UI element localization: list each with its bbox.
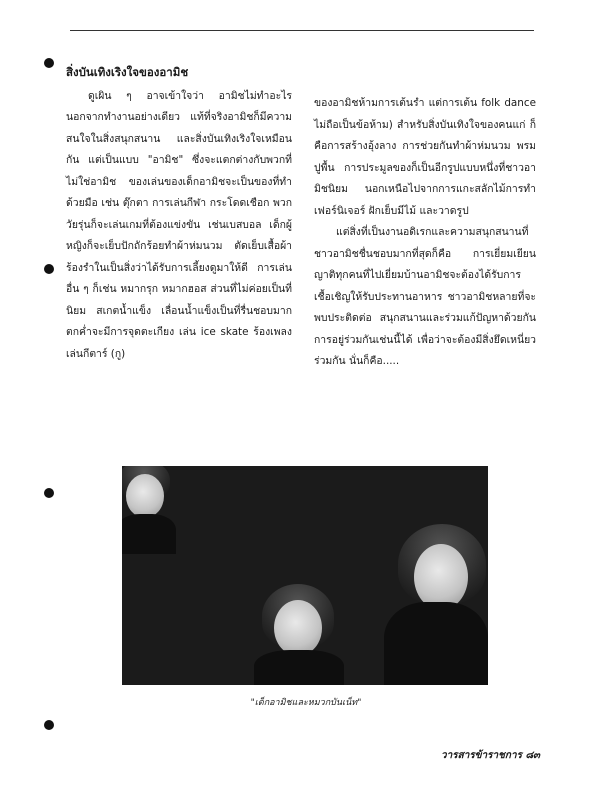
left-column <box>66 62 292 365</box>
photo-amish-children <box>122 466 488 685</box>
binder-hole <box>44 264 54 274</box>
right-column <box>314 93 536 373</box>
right-paragraph-1: ของอามิชห้ามการเต้นรำ แต่การเต้น folk dance ไม่ถือเป็นข้อห้าม) สำหรับสิ่งบันเทิงใจของคนแก่ ก็คือการสร้างอุ้งลาง การช่วยกันทำผ้าห่มนวม พรมปูพื้น การประมูลของก็เป็นอีกรูปแบบหนึ่งที่ชาวอามิชนิยม นอกเหนือไปจากการแกะสลักไม้การทำเฟอร์นิเจอร์ ฝักเย็บมีไม้ และวาดรูป <box>314 97 536 217</box>
photo-caption: "เด็กอามิชและหมวกบันเน็ท" <box>250 698 362 708</box>
top-rule <box>70 30 534 31</box>
page-footer: วารสารข้าราชการ ๘๓ <box>441 750 540 761</box>
binder-hole <box>44 488 54 498</box>
binder-hole <box>44 720 54 730</box>
right-paragraph-2: แต่สิ่งที่เป็นงานอดิเรกและความสนุกสนานที่ชาวอามิชชื่นชอบมากที่สุดก็คือ การเยี่ยมเยียนญาติทุกคนที่ไปเยี่ยมบ้านอามิชจะต้องได้รับการเชื้อเชิญให้รับประทานอาหาร ชาวอามิชหลายที่จะพบประติดต่อ สนุกสนานและร่วมแก้ปัญหาด้วยกัน การอยู่ร่วมกันเช่นนี้ได้ เพื่อว่าจะต้องมีสิ่งยึดเหนี่ยวร่วมกัน นั่นก็คือ..... <box>314 226 536 367</box>
binder-hole <box>44 58 54 68</box>
section-heading: สิ่งบันเทิงเริงใจของอามิช <box>66 65 189 79</box>
left-paragraph: ดูเผิน ๆ อาจเข้าใจว่า อามิชไม่ทำอะไรนอกจากทำงานอย่างเดียว แท้ที่จริงอามิชก็มีความสนใจในสิ่งสนุกสนาน และสิ่งบันเทิงเริงใจเหมือนกัน แต่เป็นแบบ "อามิช" ซึ่งจะแตกต่างกับพวกที่ไม่ใช่อามิช ของเล่นของเด็กอามิชจะเป็นของที่ทำด้วยมือ เช่น ตุ๊กตา การเล่นกีฬา กระโดดเชือก พวกวัยรุ่นก็จะเล่นเกมที่ต้องแข่งขัน เช่นเบสบอล เด็กผู้หญิงก็จะเย็บปักถักร้อยทำผ้าห่มนวม ตัดเย็บเสื้อผ้า ร้องรำในเป็นสิ่งว่าได้รับการเลี้ยงดูมาให้ดี การเล่นอื่น ๆ ก็เช่น หมากรุก หมากฮอส ส่วนที่ไม่ค่อยเป็นที่นิยม สเกตน้ำแข็ง เลื่อนน้ำแข็งเป็นที่รื่นชอบมาก ตกค่ำจะมีการจุดตะเกียง เล่น ice skate ร้องเพลง เล่นกีตาร์ (กู) <box>66 89 292 360</box>
